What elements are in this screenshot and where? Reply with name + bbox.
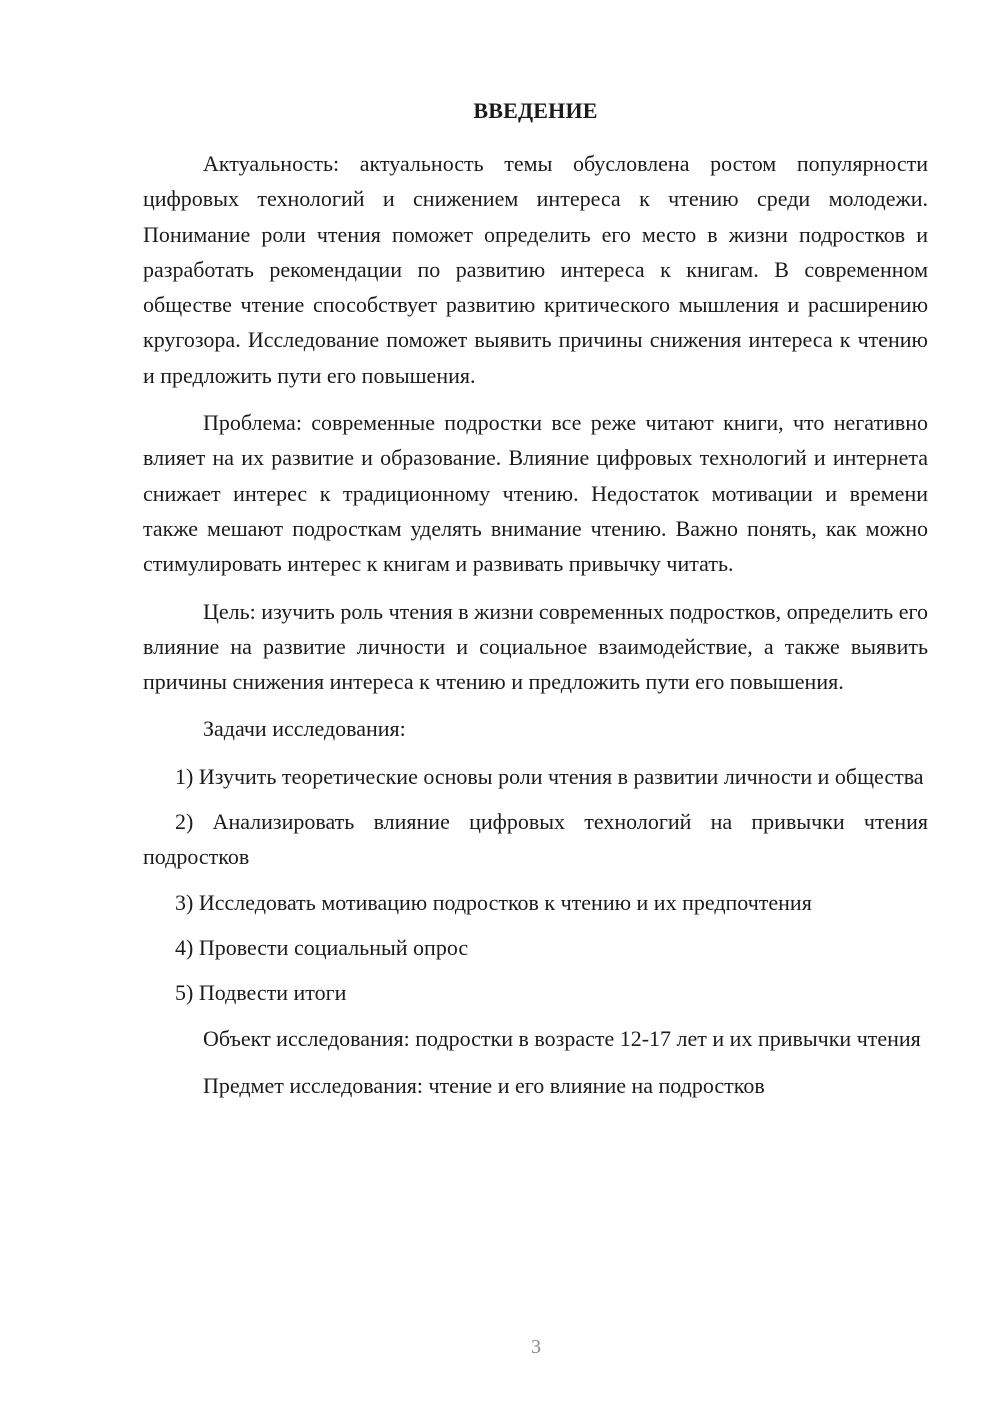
task-item: 4) Провести социальный опрос <box>175 934 469 960</box>
tasks-heading: Задачи исследования: <box>203 716 406 742</box>
goal-paragraph: Цель: изучить роль чтения в жизни современных подростков, определить его влияние на развитие личности и социальное взаимодействие, а также выявить причины снижения интереса к чтению и предложить пути его повышения. <box>143 598 928 695</box>
object-paragraph: Объект исследования: подростки в возрасте 12-17 лет и их привычки чтения <box>203 1025 921 1051</box>
page-number: 3 <box>531 1336 541 1358</box>
task-item: 5) Подвести итоги <box>175 980 347 1006</box>
section-title: ВВЕДЕНИЕ <box>473 98 598 123</box>
relevance-paragraph: Актуальность: актуальность темы обусловлена ростом популярности цифровых технологий и снижением интереса к чтению среди молодежи. Понимание роли чтения поможет определить его место в жизни подростков и разработать рекомендации по развитию интереса к книгам. В современном обществе чтение способствует развитию критического мышления и расширению кругозора. Исследование поможет выявить причины снижения интереса к чтению и предложить пути его повышения. <box>143 151 928 388</box>
page-content <box>143 96 928 1115</box>
task-item: 2) Анализировать влияние цифровых технологий на привычки чтения подростков <box>143 809 928 870</box>
task-item: 1) Изучить теоретические основы роли чтения в развитии личности и общества <box>175 763 924 789</box>
subject-paragraph: Предмет исследования: чтение и его влияние на подростков <box>203 1072 765 1098</box>
task-item: 3) Исследовать мотивацию подростков к чтению и их предпочтения <box>175 889 812 915</box>
problem-paragraph: Проблема: современные подростки все реже читают книги, что негативно влияет на их развитие и образование. Влияние цифровых технологий и интернета снижает интерес к традиционному чтению. Недостаток мотивации и времени также мешают подросткам уделять внимание чтению. Важно понять, как можно стимулировать интерес к книгам и развивать привычку читать. <box>143 410 928 577</box>
